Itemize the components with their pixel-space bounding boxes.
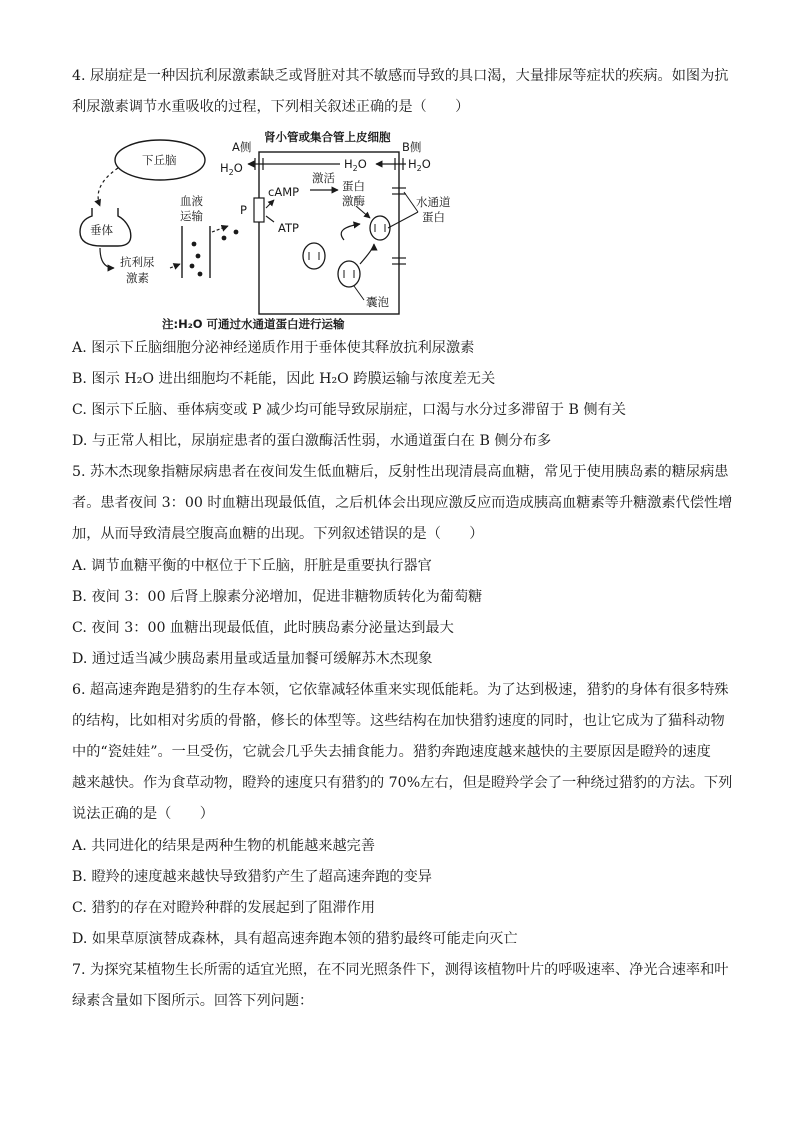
q4-option-b: B. 图示 H₂O 进出细胞均不耗能，因此 H₂O 跨膜运输与浓度差无关: [72, 371, 496, 387]
camp-label: cAMP: [268, 185, 300, 199]
q4-option-a: A. 图示下丘脑细胞分泌神经递质作用于垂体使其释放抗利尿激素: [72, 340, 475, 356]
q7-stem-line-2: 绿素含量如下图所示。回答下列问题：: [72, 993, 314, 1009]
q5-option-c: C. 夜间 3：00 血糖出现最低值，此时胰岛素分泌量达到最大: [72, 620, 454, 636]
adh-diagram: [74, 128, 451, 333]
q6-stem-line-1: 6. 超高速奔跑是猎豹的生存本领，它依靠减轻体重来实现低能耗。为了达到极速，猎豹的身体有很多特殊: [72, 682, 729, 698]
aquaporin-label-2: 蛋白: [422, 210, 445, 224]
aquaporin-label-1: 水通道: [416, 195, 451, 209]
atp-label: ATP: [278, 221, 299, 235]
q6-option-b: B. 瞪羚的速度越来越快导致猎豹产生了超高速奔跑的变异: [72, 869, 432, 885]
receptor-p-label: P: [240, 203, 247, 217]
blood-label-2: 运输: [180, 209, 203, 223]
adh-label-2: 激素: [126, 271, 149, 285]
q6-stem-line-5: 说法正确的是（ ）: [72, 806, 214, 822]
q6-option-a: A. 共同进化的结果是两种生物的机能越来越完善: [72, 838, 376, 854]
diagram-note: 注:H₂O 可通过水通道蛋白进行运输: [162, 317, 345, 331]
q5-option-b: B. 夜间 3：00 后肾上腺素分泌增加，促进非糖物质转化为葡萄糖: [72, 589, 483, 605]
q6-option-c: C. 猎豹的存在对瞪羚种群的发展起到了阻滞作用: [72, 900, 376, 916]
side-a-label: A侧: [232, 140, 252, 154]
q4-option-c: C. 图示下丘脑、垂体病变或 P 减少均可能导致尿崩症，口渴与水分过多滞留于 B 侧有关: [72, 402, 626, 418]
q5-stem-line-2: 者。患者夜间 3：00 时血糖出现最低值，之后机体会出现应激反应而造成胰高血糖素等升糖激素代偿性增: [72, 495, 733, 511]
blood-label-1: 血液: [180, 194, 203, 208]
q4-option-d: D. 与正常人相比，尿崩症患者的蛋白激酶活性弱，水通道蛋白在 B 侧分布多: [72, 433, 552, 449]
q6-stem-line-4: 越来越快。作为食草动物，瞪羚的速度只有猎豹的 70%左右，但是瞪羚学会了一种绕过猎豹的方法。下列: [72, 775, 733, 791]
h2o-inside: $H_2O$: [344, 157, 367, 173]
vesicle-label: 囊泡: [366, 295, 389, 309]
h2o-right: $H_2O$: [408, 157, 431, 173]
q6-option-d: D. 如果草原演替成森林，具有超高速奔跑本领的猎豹最终可能走向灭亡: [72, 931, 518, 947]
kinase-label-2: 激酶: [342, 194, 365, 208]
q5-option-d: D. 通过适当减少胰岛素用量或适量加餐可缓解苏木杰现象: [72, 651, 433, 667]
pituitary-label: 垂体: [90, 223, 113, 237]
q6-stem-line-2: 的结构，比如相对劣质的骨骼，修长的体型等。这些结构在加快猎豹速度的同时，也让它成为了猫科动物: [72, 713, 725, 729]
q5-stem-line-3: 加，从而导致清晨空腹高血糖的出现。下列叙述错误的是（ ）: [72, 526, 484, 542]
cell-title: 肾小管或集合管上皮细胞: [264, 130, 391, 144]
q5-stem-line-1: 5. 苏木杰现象指糖尿病患者在夜间发生低血糖后，反射性出现清晨高血糖，常见于使用胰岛素的糖尿病患: [72, 464, 729, 480]
q4-stem-line-2: 利尿激素调节水重吸收的过程，下列相关叙述正确的是（ ）: [72, 99, 470, 115]
hypothalamus-label: 下丘脑: [142, 153, 177, 167]
adh-label-1: 抗利尿: [120, 255, 155, 269]
kinase-label-1: 蛋白: [342, 179, 365, 193]
side-b-label: B侧: [402, 140, 422, 154]
h2o-left: $H_2O$: [220, 161, 243, 177]
q6-stem-line-3: 中的“瓷娃娃”。一旦受伤，它就会几乎失去捕食能力。猎豹奔跑速度越来越快的主要原因是瞪羚的速度: [72, 744, 711, 760]
q5-option-a: A. 调节血糖平衡的中枢位于下丘脑，肝脏是重要执行器官: [72, 558, 432, 574]
q4-stem-line-1: 4. 尿崩症是一种因抗利尿激素缺乏或肾脏对其不敏感而导致的具口渴，大量排尿等症状的疾病。如图为抗: [72, 68, 729, 84]
activate-label: 激活: [312, 171, 335, 185]
q7-stem-line-1: 7. 为探究某植物生长所需的适宜光照，在不同光照条件下，测得该植物叶片的呼吸速率、净光合速率和叶: [72, 962, 729, 978]
